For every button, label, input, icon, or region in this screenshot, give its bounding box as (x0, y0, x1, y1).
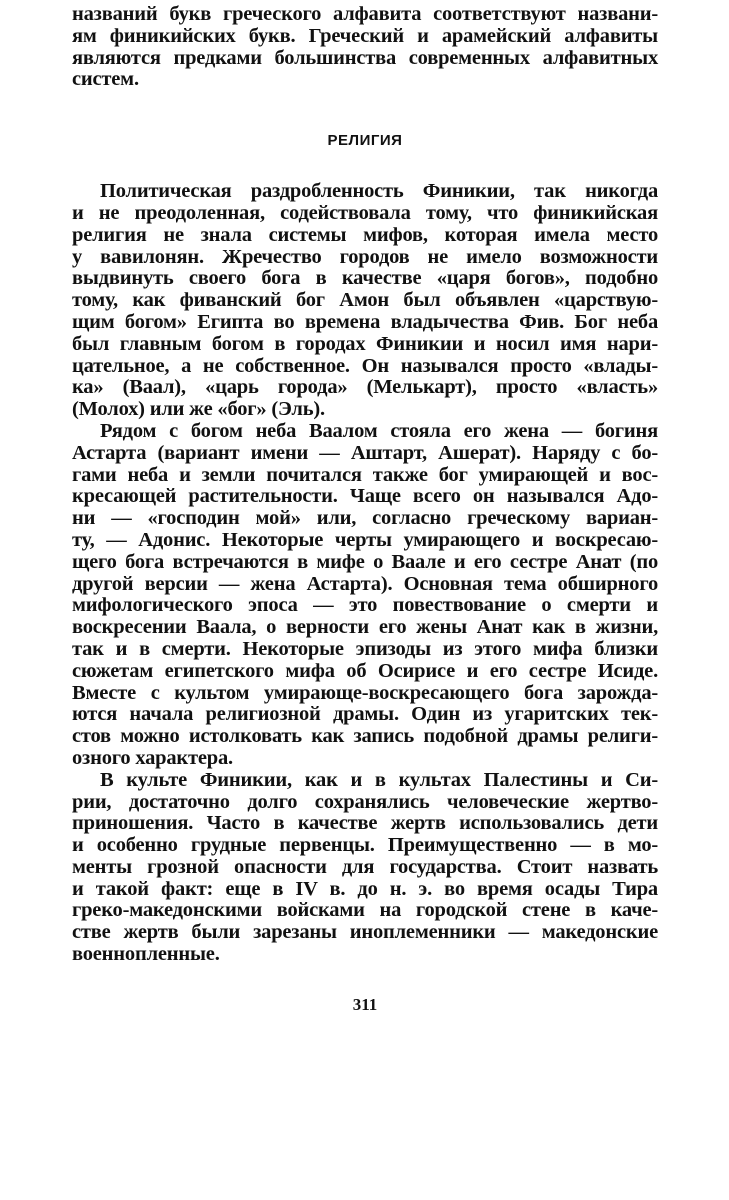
text-line: Политическая раздробленность Финикии, так никогда (100, 180, 658, 203)
text-line: был главным богом в городах Финикии и носил имя нари- (72, 332, 658, 355)
text-line: Астарта (вариант имени — Аштарт, Ашерат). Наряду с бо- (72, 441, 658, 464)
text-line: сюжетам египетского мифа об Осирисе и его сестре Исиде. (72, 659, 658, 682)
text-line: гами неба и земли почитался также бог умирающей и вос- (72, 463, 658, 486)
text-line: тому, как фиванский бог Амон был объявлен «царствую- (72, 289, 658, 312)
text-line: Рядом с богом неба Ваалом стояла его жена — богиня (100, 419, 658, 442)
text-line: другой версии — жена Астарта). Основная тема обширного (72, 572, 658, 595)
text-line: военнопленные. (72, 943, 220, 966)
text-line: являются предками большинства современных алфавитных (72, 46, 658, 69)
text-line: и такой факт: еще в IV в. до н. э. во время осады Тира (72, 877, 658, 900)
text-line: стов можно истолковать как запись подобной драмы религи- (72, 725, 658, 748)
text-line: выдвинуть своего бога в качестве «царя богов», подобно (72, 267, 658, 290)
text-line: щим богом» Египта во времена владычества Фив. Бог неба (72, 310, 658, 333)
text-line: религия не знала системы мифов, которая имела место (72, 223, 658, 246)
text-line: ту, — Адонис. Некоторые черты умирающего и воскресаю- (72, 528, 658, 551)
paragraph-1 (72, 181, 658, 421)
paragraph-2 (72, 421, 658, 770)
text-line: так и в смерти. Некоторые эпизоды из этого мифа близки (72, 637, 658, 660)
text-line: Вместе с культом умирающе-воскресающего бога зарожда- (72, 681, 658, 704)
book-page (72, 4, 658, 1016)
text-line: у вавилонян. Жречество городов не имело возможности (72, 245, 658, 268)
text-line: греко-македонскими войсками на городской стене в каче- (72, 899, 658, 922)
text-line: менты грозной опасности для государства. Стоит назвать (72, 855, 658, 878)
text-line: ни — «господин мой» или, согласно греческому вариан- (72, 507, 658, 530)
text-line: щего бога встречаются в мифе о Ваале и его сестре Анат (по (72, 550, 658, 573)
text-line: приношения. Часто в качестве жертв использовались дети (72, 812, 658, 835)
text-line: цательное, а не собственное. Он назывался просто «влады- (72, 354, 658, 377)
text-line: стве жертв были зарезаны иноплеменники — македонские (72, 921, 658, 944)
text-line: воскресении Ваала, о верности его жены Анат как в жизни, (72, 616, 658, 639)
text-line: кресающей растительности. Чаще всего он назывался Адо- (72, 485, 658, 508)
page-number: 311 (352, 994, 378, 1014)
section-heading: РЕЛИГИЯ (327, 132, 403, 150)
text-line: рии, достаточно долго сохранялись человеческие жертво- (72, 790, 658, 813)
intro-paragraph (72, 4, 658, 91)
text-line: ям финикийских букв. Греческий и арамейский алфавиты (72, 24, 658, 47)
text-line: ются начала религиозной драмы. Один из угаритских тек- (72, 703, 658, 726)
paragraph-3 (72, 770, 658, 966)
text-line: В культе Финикии, как и в культах Палестины и Си- (100, 768, 658, 791)
text-line: мифологического эпоса — это повествование о смерти и (72, 594, 658, 617)
text-line: ка» (Ваал), «царь города» (Мелькарт), просто «власть» (72, 376, 658, 399)
text-line: озного характера. (72, 746, 233, 769)
text-line: и особенно грудные первенцы. Преимущественно — в мо- (72, 834, 658, 857)
text-line: названий букв греческого алфавита соответствуют названи- (72, 3, 658, 25)
text-line: (Молох) или же «бог» (Эль). (72, 398, 325, 421)
text-line: систем. (72, 68, 139, 91)
text-line: и не преодоленная, содействовала тому, что финикийская (72, 201, 658, 224)
